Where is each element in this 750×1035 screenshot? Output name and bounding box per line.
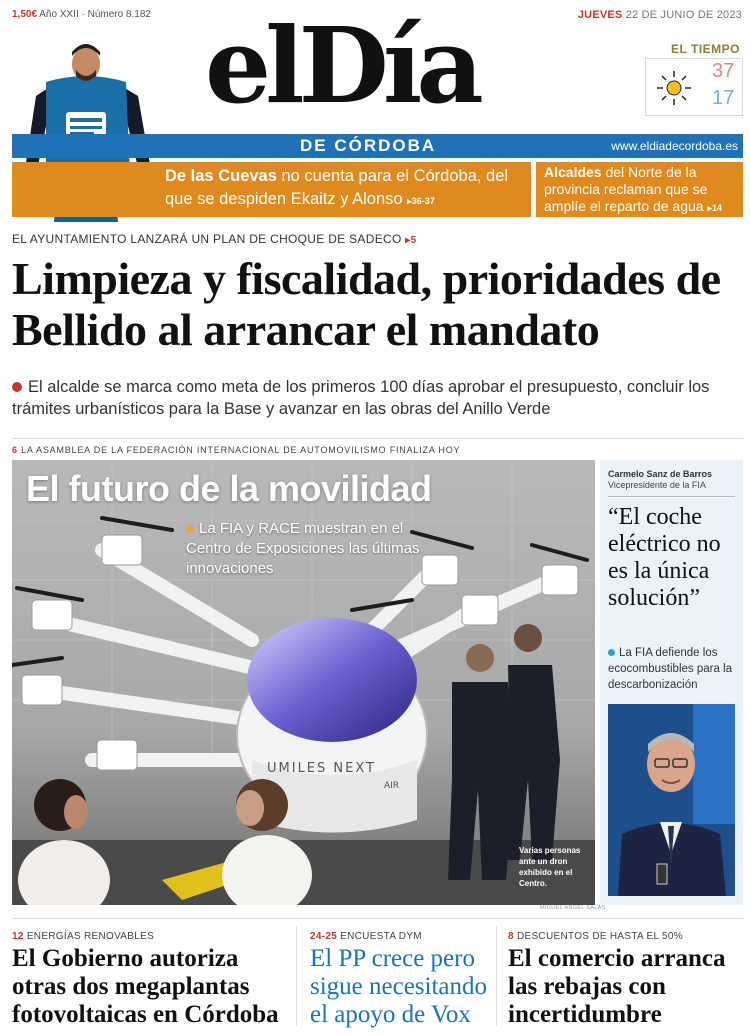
interviewee-role: Vicepresidente de la FIA <box>608 480 706 490</box>
temp-min: 17 <box>712 87 735 109</box>
story-headline[interactable]: El PP crece pero sigue necesitando el apoyo de Vox <box>310 945 488 1028</box>
promo-bold: Alcaldes <box>544 164 602 180</box>
date-day: JUEVES <box>577 9 623 21</box>
column-divider <box>496 926 497 1026</box>
page-ref: ▸36-37 <box>407 196 435 206</box>
interview-summary <box>608 645 740 693</box>
issue-meta <box>12 9 151 20</box>
lead-kicker <box>12 232 416 246</box>
feature-subtitle-text: La FIA y RACE muestran en el Centro de Exposiciones las últimas innovaciones <box>186 520 420 577</box>
drone-label: UMILES NEXT <box>267 761 376 776</box>
interview-quote[interactable]: “El coche eléctrico no es la única solución” <box>608 504 721 611</box>
website-link[interactable]: www.eldiadecordoba.es <box>611 139 738 153</box>
lead-subhead-text: El alcalde se marca como meta de los primeros 100 días aprobar el presupuesto, concluir los trámites urbanísticos para la Base y avanzar en las obras del Anillo Verde <box>12 378 710 418</box>
page-ref: 24-25 <box>310 931 338 942</box>
feature-subtitle <box>186 519 446 579</box>
divider <box>12 918 743 919</box>
drone-sublabel: AIR <box>384 781 400 791</box>
page-ref: 8 <box>508 931 514 942</box>
sun-icon <box>654 68 694 108</box>
lead-subhead <box>12 376 742 420</box>
price: 1,50€ <box>12 9 38 20</box>
photo-caption: Varias personas ante un dron exhibido en el Centro. <box>519 846 581 888</box>
story-headline[interactable]: El comercio arranca las rebajas con incertidumbre <box>508 945 726 1028</box>
interviewee-name: Carmelo Sanz de Barros <box>608 469 713 479</box>
interviewee-portrait <box>608 704 735 896</box>
story-kicker-text: ENERGÍAS RENOVABLES <box>26 931 155 942</box>
temp-max: 37 <box>712 60 735 82</box>
promo-bold: De las Cuevas <box>165 167 277 185</box>
bullet-icon <box>186 525 194 533</box>
weather-label: EL TIEMPO <box>671 42 740 56</box>
photo-credit: MIGUEL ÁNGEL SALAS <box>540 905 606 911</box>
story-kicker-text: DESCUENTOS DE HASTA EL 50% <box>516 931 683 942</box>
story-kicker <box>508 931 683 942</box>
divider <box>12 438 743 439</box>
column-divider <box>296 926 297 1026</box>
promo-sports[interactable] <box>12 162 531 217</box>
newspaper-logo: elDía <box>205 4 478 127</box>
bullet-icon <box>12 382 22 392</box>
story-headline[interactable]: El Gobierno autoriza otras dos megaplantas fotovoltaicas en Córdoba <box>12 945 279 1028</box>
interview-summary-text: La FIA defiende los ecocombustibles para la descarbonización <box>608 647 733 691</box>
issue-date <box>578 9 742 21</box>
lead-kicker-text: EL AYUNTAMIENTO LANZARÁ UN PLAN DE CHOQUE DE SADECO <box>12 232 402 246</box>
feature-kicker-text: LA ASAMBLEA DE LA FEDERACIÓN INTERNACIONAL DE AUTOMOVILISMO FINALIZA HOY <box>21 445 461 455</box>
divider <box>608 496 735 497</box>
story-kicker-text: ENCUESTA DYM <box>340 931 422 942</box>
promo-text: del Norte de la provincia reclaman que se amplíe el reparto de agua <box>544 164 708 214</box>
page-ref: ▸14 <box>707 203 722 213</box>
date-rest: 22 DE JUNIO DE 2023 <box>625 9 742 21</box>
issue-info: Año XXII · Número 8.182 <box>39 9 151 20</box>
promo-water[interactable] <box>536 162 743 217</box>
story-kicker <box>12 931 154 942</box>
lead-headline[interactable]: Limpieza y fiscalidad, prioridades de Bellido al arrancar el mandato <box>12 253 721 355</box>
feature-title[interactable]: El futuro de la movilidad <box>26 468 432 509</box>
bullet-icon <box>608 649 615 656</box>
feature-kicker-num: 6 <box>12 445 18 455</box>
story-kicker <box>310 931 422 942</box>
newspaper-subtitle: DE CÓRDOBA <box>300 136 437 155</box>
promo-text: no cuenta para el Córdoba, del que se despiden Ekaitz y Alonso <box>165 167 509 208</box>
feature-kicker <box>12 445 460 455</box>
page-ref: 12 <box>12 931 24 942</box>
page-ref: ▸5 <box>405 235 417 246</box>
